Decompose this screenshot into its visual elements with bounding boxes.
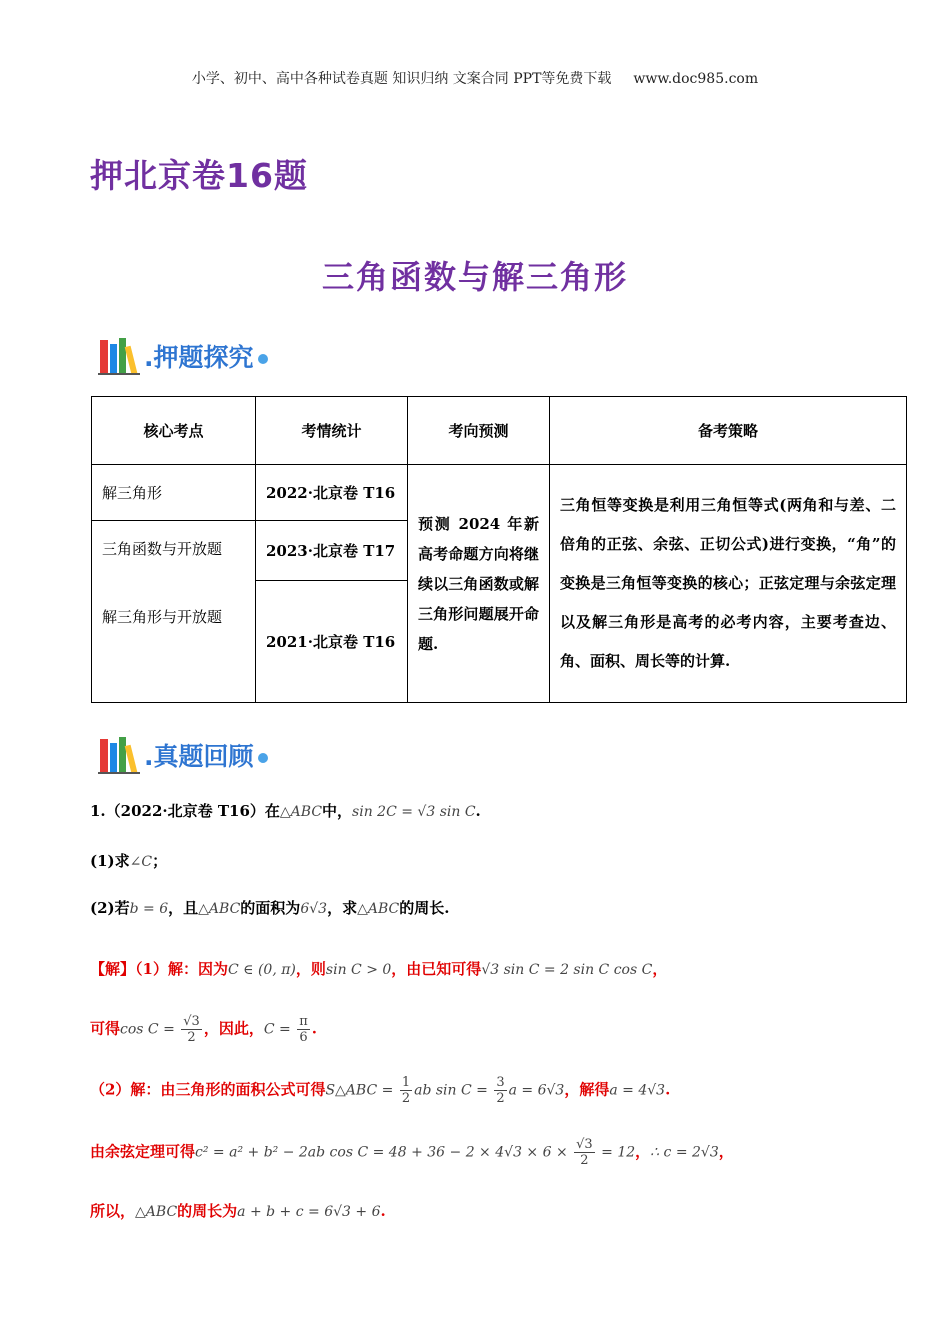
math: C ∈ (0, π): [227, 962, 296, 978]
denominator: 2: [496, 1091, 505, 1106]
text: ，则: [295, 960, 326, 978]
table-cell-point: 解三角形: [92, 465, 256, 521]
math: ∠C: [129, 854, 153, 870]
page-title: 押北京卷16题: [90, 156, 308, 195]
text: ，解得: [564, 1080, 610, 1099]
math: b = 6: [129, 901, 169, 917]
page-subtitle: 三角函数与解三角形: [321, 258, 628, 296]
text: （2）解：由三角形的面积公式可得: [90, 1080, 326, 1099]
table-cell-strategy: 三角恒等变换是利用三角恒等式(两角和与差、二倍角的正弦、余弦、正切公式)进行变换，“角”的变换是三角恒等变换的核心；正弦定理与余弦定理以及解三角形是高考的必考内容，主要考查边、角、面积、周长等的计算.: [550, 465, 907, 703]
text: .: [311, 1019, 317, 1038]
fraction: [297, 1014, 310, 1045]
text: 的周长.: [399, 899, 450, 917]
text: 的周长为: [177, 1202, 238, 1220]
table-cell-stat: 2023·北京卷 T17: [256, 521, 408, 581]
fraction: [181, 1014, 202, 1045]
math: △ABC: [357, 901, 400, 917]
text: ，: [635, 1142, 651, 1161]
table-cell-forecast: 预测 2024 年新高考命题方向将继续以三角函数或解三角形问题展开命题.: [408, 465, 550, 703]
math: c² = a² + b² − 2ab cos C = 48 + 36 − 2 × 4√3 × 6 ×: [195, 1144, 573, 1161]
denominator: 2: [187, 1030, 196, 1045]
text: 1.（2022·北京卷 T16）在: [90, 802, 280, 820]
text: .: [380, 1202, 386, 1220]
dot-icon: [258, 354, 268, 364]
denominator: 2: [401, 1091, 411, 1106]
numerator: √3: [183, 1014, 200, 1029]
numerator: π: [299, 1014, 308, 1029]
text: .: [665, 1080, 671, 1099]
math: △ABC: [279, 804, 323, 820]
table-header-row: [92, 397, 907, 465]
point-label: 三角函数与开放题: [102, 540, 223, 558]
solution-line-1: [90, 958, 667, 979]
text: ，且: [168, 899, 199, 917]
math: sin C > 0: [325, 962, 392, 978]
denominator: 6: [299, 1030, 308, 1045]
math: = 12: [596, 1144, 636, 1161]
text: 所以，: [90, 1202, 136, 1220]
section-heading-explore: [98, 336, 268, 376]
text: ，: [652, 960, 668, 978]
solution-line-4: [90, 1137, 734, 1168]
text: ，: [718, 1142, 734, 1161]
section-title: .真题回顾: [144, 742, 254, 771]
header-url[interactable]: www.doc985.com: [633, 71, 759, 87]
table-header: 考向预测: [408, 397, 550, 465]
text: ；: [152, 852, 168, 870]
section-title: .押题探究: [144, 343, 254, 372]
text: 中，: [322, 802, 353, 820]
table-header: 考情统计: [256, 397, 408, 465]
text: 可得: [90, 1019, 121, 1038]
math: △ABC: [135, 1204, 178, 1220]
numerator: 3: [496, 1075, 505, 1090]
math: 6√3: [300, 901, 328, 917]
solution-line-5: [90, 1200, 386, 1221]
fraction: [494, 1075, 506, 1106]
table-cell-stat: 2021·北京卷 T16: [256, 581, 408, 703]
math: C =: [263, 1021, 296, 1038]
text: (2)若: [90, 899, 130, 917]
numerator: √3: [576, 1137, 593, 1152]
text: 的面积为: [240, 899, 301, 917]
table-cell-point: [92, 521, 256, 703]
dot-icon: [258, 753, 268, 763]
denominator: 2: [580, 1153, 589, 1168]
math: ab sin C =: [414, 1082, 493, 1099]
text: (1)求: [90, 852, 130, 870]
table-cell-stat: 2022·北京卷 T16: [256, 465, 408, 521]
table-row: [92, 465, 907, 521]
books-icon: [98, 336, 142, 376]
solution-line-3: [90, 1075, 670, 1106]
math: ∴ c = 2√3: [650, 1144, 719, 1161]
section-heading-review: [98, 735, 268, 775]
point-label: 解三角形与开放题: [102, 608, 223, 626]
math: S△ABC =: [325, 1082, 398, 1099]
problem-part-1: [90, 850, 167, 871]
text: （1）解：因为: [135, 960, 228, 978]
math: sin 2C = √3 sin C: [352, 804, 476, 820]
problem-statement: [90, 800, 481, 821]
math: △ABC: [198, 901, 241, 917]
table-header: 备考策略: [550, 397, 907, 465]
math: a = 6√3: [508, 1082, 565, 1099]
table-header: 核心考点: [92, 397, 256, 465]
books-icon: [98, 735, 142, 775]
fraction: [400, 1075, 412, 1106]
fraction: [574, 1137, 595, 1168]
text: ，由已知可得: [391, 960, 482, 978]
text: ，求: [327, 899, 358, 917]
math: √3 sin C = 2 sin C cos C: [481, 962, 653, 978]
exam-analysis-table: [91, 396, 907, 703]
math: a + b + c = 6√3 + 6: [237, 1204, 381, 1220]
text: .: [475, 802, 481, 820]
math: cos C =: [120, 1021, 180, 1038]
header-text: 小学、初中、高中各种试卷真题 知识归纳 文案合同 PPT等免费下载: [191, 71, 612, 87]
solution-tag: 【解】: [90, 960, 136, 978]
problem-part-2: [90, 897, 449, 918]
solution-line-2: [90, 1014, 317, 1045]
text: ，因此，: [203, 1019, 264, 1038]
text: 由余弦定理可得: [90, 1142, 196, 1161]
numerator: 1: [401, 1075, 411, 1090]
page-header: [0, 68, 950, 88]
math: a = 4√3: [609, 1082, 666, 1099]
